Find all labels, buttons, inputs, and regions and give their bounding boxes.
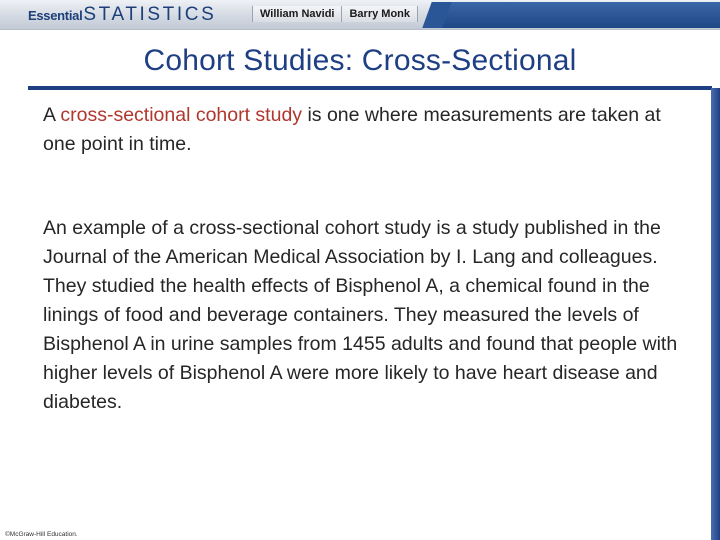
brand-main: STATISTICS: [83, 4, 217, 25]
banner-accent: [437, 2, 720, 28]
brand-logo: [28, 4, 216, 26]
author-name: Barry Monk: [342, 6, 418, 22]
brand-prefix: Essential: [28, 8, 83, 23]
example-paragraph: An example of a cross-sectional cohort study is a study published in the Journal of the American Medical Association by I. Lang and colleagues. They studied the health effects of Bisphenol A, a chemical found in the linings of food and beverage containers. They measured the levels of Bisphenol A in urine samples from 1455 adults and found that people with higher levels of Bisphenol A were more likely to have heart disease and diabetes.: [43, 217, 678, 413]
highlighted-term: cross-sectional cohort study: [60, 104, 303, 126]
definition-paragraph: [43, 101, 693, 159]
definition-lead: A: [43, 104, 61, 126]
title-underline: [28, 86, 712, 90]
right-edge-bar: [711, 88, 720, 540]
author-name: William Navidi: [252, 6, 342, 22]
slide-title: Cohort Studies: Cross-Sectional: [143, 44, 577, 77]
copyright-notice: ©McGraw-Hill Education.: [5, 531, 78, 538]
header-banner: [0, 0, 720, 30]
authors: [252, 6, 418, 22]
definition-rest: is one where measurements are taken at one point in time.: [43, 104, 661, 155]
